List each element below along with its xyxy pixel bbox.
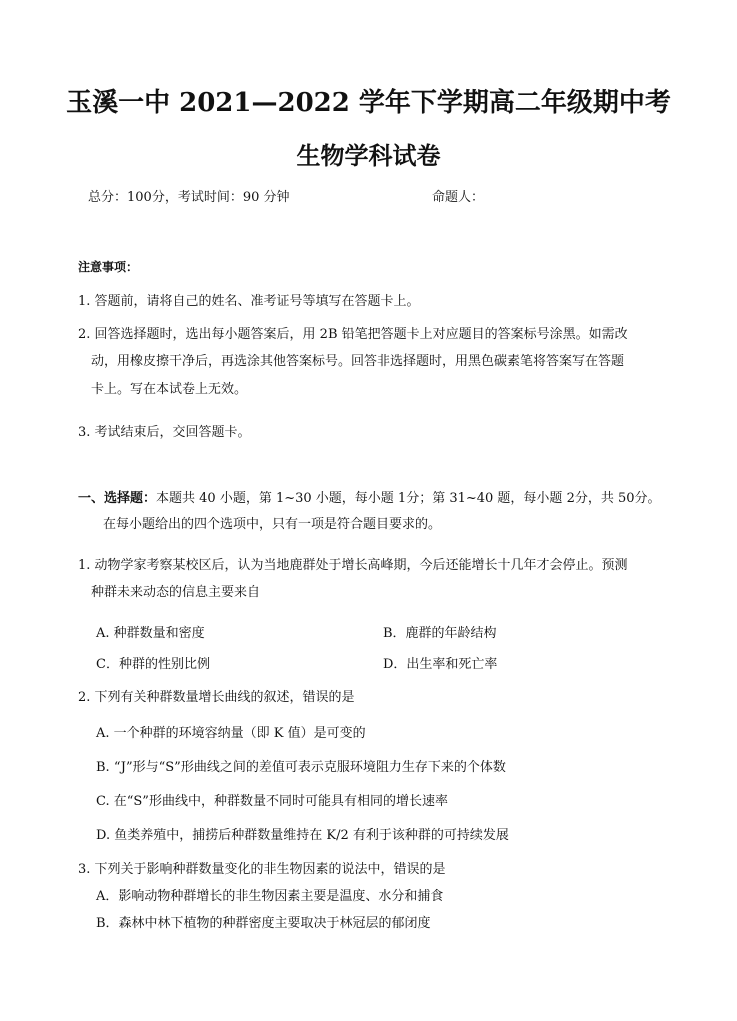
notice-item-1: 1. 答题前，请将自己的姓名、准考证号等填写在答题卡上。 bbox=[78, 294, 420, 309]
section-one-desc-2: 在每小题给出的四个选项中，只有一项是符合题目要求的。 bbox=[103, 517, 442, 532]
exam-subtitle: 生物学科试卷 bbox=[296, 141, 441, 170]
question-1-option-b: B．鹿群的年龄结构 bbox=[383, 626, 497, 641]
question-2-option-d: D. 鱼类养殖中，捕捞后种群数量维持在 K/2 有利于该种群的可持续发展 bbox=[96, 828, 509, 843]
question-2-option-c: C. 在“S”形曲线中，种群数量不同时可能具有相同的增长速率 bbox=[96, 794, 448, 809]
exam-meta bbox=[88, 186, 688, 205]
question-3-option-a: A．影响动物种群增长的非生物因素主要是温度、水分和捕食 bbox=[96, 889, 444, 904]
question-1-stem: 1. 动物学家考察某校区后，认为当地鹿群处于增长高峰期，今后还能增长十几年才会停止。预测 bbox=[78, 558, 628, 573]
notice-heading: 注意事项： bbox=[78, 260, 139, 274]
score-time-info: 总分：100分，考试时间：90 分钟 bbox=[88, 190, 290, 205]
author-label: 命题人： bbox=[432, 190, 485, 205]
question-1-option-d: D．出生率和死亡率 bbox=[383, 657, 498, 672]
section-one-desc: 本题共 40 小题，第 1~30 小题，每小题 1分；第 31~40 题，每小题 2分，共 50分。 bbox=[156, 491, 661, 506]
question-2-option-b: B. “J”形与“S”形曲线之间的差值可表示克服环境阻力生存下来的个体数 bbox=[96, 760, 506, 775]
section-one-label: 一、选择题： bbox=[78, 491, 157, 506]
question-3-stem: 3. 下列关于影响种群数量变化的非生物因素的说法中，错误的是 bbox=[78, 862, 446, 877]
question-1-stem-cont: 种群未来动态的信息主要来自 bbox=[91, 585, 261, 600]
question-2-option-a: A. 一个种群的环境容纳量（即 K 值）是可变的 bbox=[96, 726, 366, 741]
notice-item-2-cont: 动，用橡皮擦干净后，再选涂其他答案标号。回答非选择题时，用黑色碳素笔将答案写在答题 bbox=[91, 354, 625, 369]
question-3-option-b: B．森林中林下植物的种群密度主要取决于林冠层的郁闭度 bbox=[96, 916, 431, 931]
question-1-option-a: A. 种群数量和密度 bbox=[96, 626, 205, 641]
exam-title: 玉溪一中 2021—2022 学年下学期高二年级期中考 bbox=[66, 88, 671, 118]
notice-item-2: 2. 回答选择题时，选出每小题答案后，用 2B 铅笔把答题卡上对应题目的答案标号涂黑。如需改 bbox=[78, 327, 628, 342]
notice-item-3: 3. 考试结束后，交回答题卡。 bbox=[78, 425, 251, 440]
question-1-option-c: C．种群的性别比例 bbox=[96, 657, 210, 672]
question-2-stem: 2. 下列有关种群数量增长曲线的叙述，错误的是 bbox=[78, 690, 355, 705]
section-one-header bbox=[78, 487, 661, 506]
notice-item-2-end: 卡上。写在本试卷上无效。 bbox=[91, 382, 248, 397]
